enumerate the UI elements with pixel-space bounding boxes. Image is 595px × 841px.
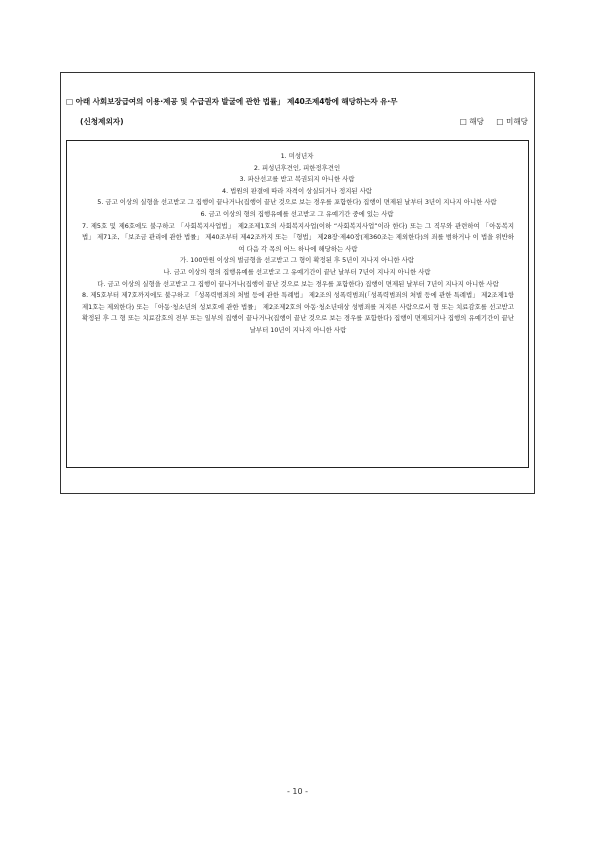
list-item: 2. 피성년후견인, 피한정후견인 <box>253 163 341 172</box>
checkbox-group <box>450 116 528 127</box>
list-subitem: 나. 금고 이상의 형의 집행유예를 선고받고 그 유예기간이 끝난 날부터 7년이 지나지 아니한 사람 <box>163 267 431 276</box>
list-item: 7. 제5호 및 제6호에도 불구하고 「사회복지사업법」 제2조제1호의 사회복지사업(이하 “사회복지사업”이라 한다) 또는 그 직무와 관련하여 「아동복지법」 제71조, 「보조금 관리에 관한 법률」 제40조부터 제42조까지 또는 「형법」 제28장·제40장(제360조는 제외한다)의 죄를 범하거나 이 법을 위반하여 다음 각 목의 어느 하나에 해당하는 사람 <box>82 221 514 253</box>
list-item: 8. 제5호부터 제7호까지에도 불구하고 「성폭력범죄의 처벌 등에 관한 특례법」 제2조의 성폭력범죄(「성폭력범죄의 처벌 등에 관한 특례법」 제2조제1항 제1호는 제외한다) 또는 「아동·청소년의 성보호에 관한 법률」 제2조제2호의 아동·청소년대상 성범죄를 저지른 사람으로서 형 또는 치료감호를 선고받고 확정된 후 그 형 또는 치료감호의 전부 또는 일부의 집행이 끝나거나(집행이 끝난 것으로 보는 경우를 포함한다) 집행이 면제되거나 집행의 유예기간이 끝난 날부터 10년이 지나지 아니한 사람 <box>82 291 514 334</box>
list-item: 6. 금고 이상의 형의 집행유예를 선고받고 그 유예기간 중에 있는 사람 <box>200 209 394 218</box>
section-title: □ 아래 사회보장급여의 이용·제공 및 수급권자 발굴에 관한 법률」 제40조제4항에 해당하는자 유·무 <box>66 97 398 106</box>
list-item: 5. 금고 이상의 실형을 선고받고 그 집행이 끝나거나(집행이 끝난 것으로 보는 경우를 포함한다) 집행이 면제된 날부터 3년이 지나지 아니한 사람 <box>97 198 497 207</box>
list-item: 4. 법원의 판결에 따라 자격이 상실되거나 정지된 사람 <box>222 186 372 195</box>
list-item: 3. 파산선고를 받고 복권되지 아니한 사람 <box>239 175 355 184</box>
subtitle-row <box>66 116 530 128</box>
list-subitem: 다. 금고 이상의 실형을 선고받고 그 집행이 끝나거나(집행이 끝난 것으로 보는 경우를 포함한다) 집행이 면제된 날부터 7년이 지나지 아니한 사람 <box>97 279 499 288</box>
exclusion-list <box>72 151 522 337</box>
list-item: 1. 미성년자 <box>280 152 314 160</box>
list-subitem: 가. 100만원 이상의 벌금형을 선고받고 그 형이 확정된 후 5년이 지나지 아니한 사람 <box>179 256 415 265</box>
subtitle: (신청제외자) <box>80 117 124 126</box>
checkbox-not-applicable[interactable]: □ 미해당 <box>496 117 528 126</box>
checkbox-applicable[interactable]: □ 해당 <box>459 117 484 126</box>
page-number: - 10 - <box>286 787 309 796</box>
